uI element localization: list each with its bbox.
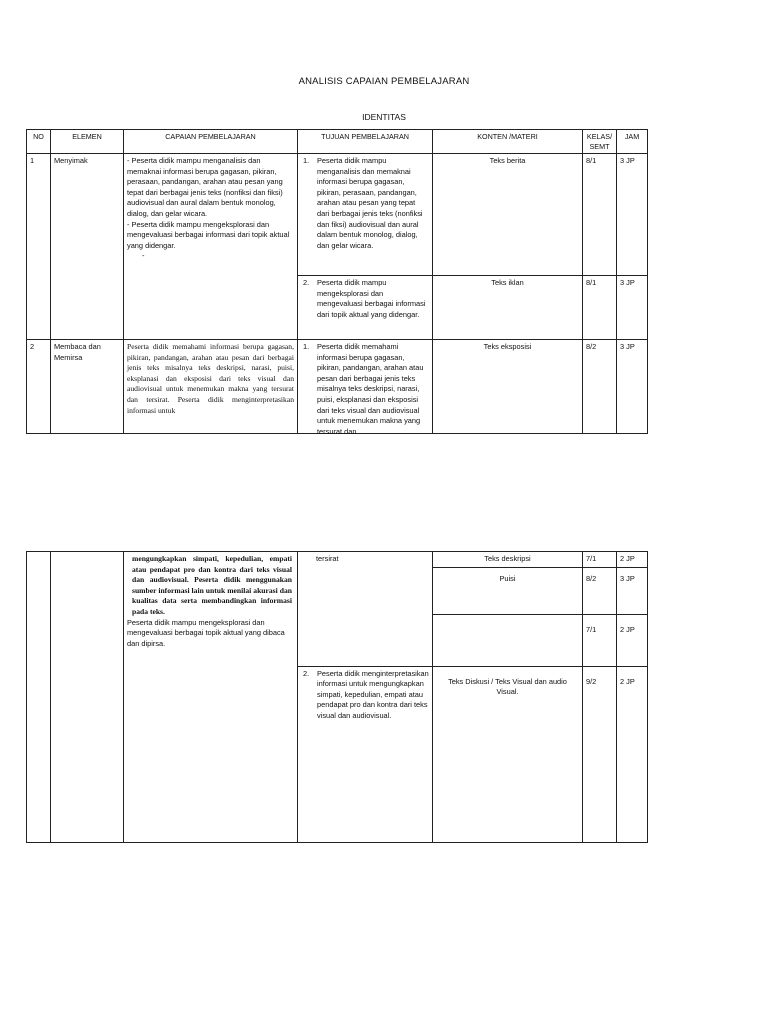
tujuan-cell [298,154,433,276]
konten-cell: Teks berita [433,154,583,276]
tujuan-item [301,342,429,436]
konten-cell: Teks Diskusi / Teks Visual dan audio Visual. [433,666,583,842]
header-kelas: KELAS/ SEMT [583,130,617,154]
tujuan-cell [298,666,433,842]
table-row [27,340,648,434]
kelas-cell: 9/2 [583,666,617,842]
capaian-paragraph: - [142,251,145,261]
row-number [27,552,51,843]
item-text: Peserta didik memahami informasi berupa gagasan, pikiran, pandangan, arahan atau pesan dari berbagai jenis teks misalnya teks deskripsi, narasi, puisi, eksplanasi dan eksposisi dari teks visual dan audiovisual untuk menemukan makna yang tersurat dan [317,342,424,436]
capaian-paragraph: mengungkapkan simpati, kepedulian, empati atau pendapat pro dan kontra dari teks visual dan audiovisual. Peserta didik menggunakan sumber informasi lain untuk menilai akurasi dan kualitas data serta membandingkan informasi pada teks. [132,554,292,616]
header-elemen: ELEMEN [51,130,124,154]
konten-cell: Teks iklan [433,276,583,340]
jam-cell: 2 JP [617,552,648,568]
capaian-paragraph: - Peserta didik mampu mengeksplorasi dan mengevaluasi berbagai informasi dari topik aktual yang didengar. [127,219,290,250]
kelas-cell: 8/2 [583,567,617,614]
table-header-row [27,130,648,154]
item-text: Peserta didik mampu mengeksplorasi dan mengevaluasi berbagai informasi dari topik aktual yang didengar. [317,278,426,319]
learning-outcomes-table-continued [26,551,648,843]
item-text: Peserta didik mampu menganalisis dan memaknai informasi berupa gagasan, pikiran, perasaan, pandangan, arahan atau pesan yang tepat dari berbagai jenis teks (nonfiksi dan fiksi) audiovisual dan aural dalam bentuk monolog, dialog, dan gelar wicara. [317,156,423,250]
header-tujuan: TUJUAN PEMBELAJARAN [298,130,433,154]
item-number: 2. [303,278,310,287]
elemen-cell [51,552,124,843]
header-jam: JAM [617,130,648,154]
document-title: ANALISIS CAPAIAN PEMBELAJARAN [298,76,470,87]
table-row [27,552,648,568]
capaian-cell [124,154,298,340]
jam-cell: 3 JP [617,154,648,276]
konten-cell [433,614,583,666]
capaian-cell [124,552,298,843]
capaian-cell [124,340,298,434]
jam-cell: 2 JP [617,614,648,666]
item-number: 1. [303,156,310,165]
jam-cell: 3 JP [617,340,648,434]
elemen-cell: Menyimak [51,154,124,340]
kelas-cell: 8/1 [583,276,617,340]
jam-cell: 2 JP [617,666,648,842]
kelas-cell: 8/1 [583,154,617,276]
document-subtitle: IDENTITAS [362,112,406,122]
tujuan-item [301,669,429,722]
capaian-paragraph: Peserta didik memahami informasi berupa gagasan, pikiran, pandangan, arahan atau pesan dari berbagai jenis teks misalnya teks deskripsi, narasi, puisi, eksplanasi dan eksposisi dari teks visual dan audiovisual untuk menemukan makna yang tersurat dan tersirat. Peserta didik menginterpretasikan informasi untuk [127,342,294,415]
kelas-cell: 7/1 [583,614,617,666]
jam-cell: 3 JP [617,276,648,340]
konten-cell: Teks deskripsi [433,552,583,568]
tujuan-cell [298,552,433,667]
tujuan-cell [298,340,433,434]
row-number: 1 [27,154,51,340]
konten-cell: Puisi [433,567,583,614]
item-number: 2. [303,668,310,678]
tujuan-item [301,156,429,251]
konten-cell: Teks eksposisi [433,340,583,434]
header-no: NO [27,130,51,154]
learning-outcomes-table [26,129,648,434]
capaian-paragraph: - Peserta didik mampu menganalisis dan memaknai informasi berupa gagasan, pikiran, perasaan, pandangan, arahan atau pesan yang tepat dari berbagai jenis teks (nonfiksi dan fiksi) audiovisual dan aural dalam bentuk monolog, dialog, dan gelar wicara. [127,156,283,218]
jam-cell: 3 JP [617,567,648,614]
row-number: 2 [27,340,51,434]
item-number: 1. [303,342,310,351]
kelas-cell: 7/1 [583,552,617,568]
header-konten: KONTEN /MATERI [433,130,583,154]
tujuan-cell [298,276,433,340]
item-text: tersirat [316,554,339,563]
tujuan-item [301,278,429,320]
item-text: Peserta didik menginterpretasikan informasi untuk mengungkapkan simpati, kepedulian, empati atau pendapat pro dan kontra dari teks visual dan audiovisual. [317,668,429,720]
table-row [27,154,648,276]
capaian-paragraph: Peserta didik mampu mengeksplorasi dan mengevaluasi berbagai topik aktual yang dibaca dan dipirsa. [127,617,285,648]
kelas-cell: 8/2 [583,340,617,434]
elemen-cell: Membaca dan Memirsa [51,340,124,434]
header-capaian: CAPAIAN PEMBELAJARAN [124,130,298,154]
